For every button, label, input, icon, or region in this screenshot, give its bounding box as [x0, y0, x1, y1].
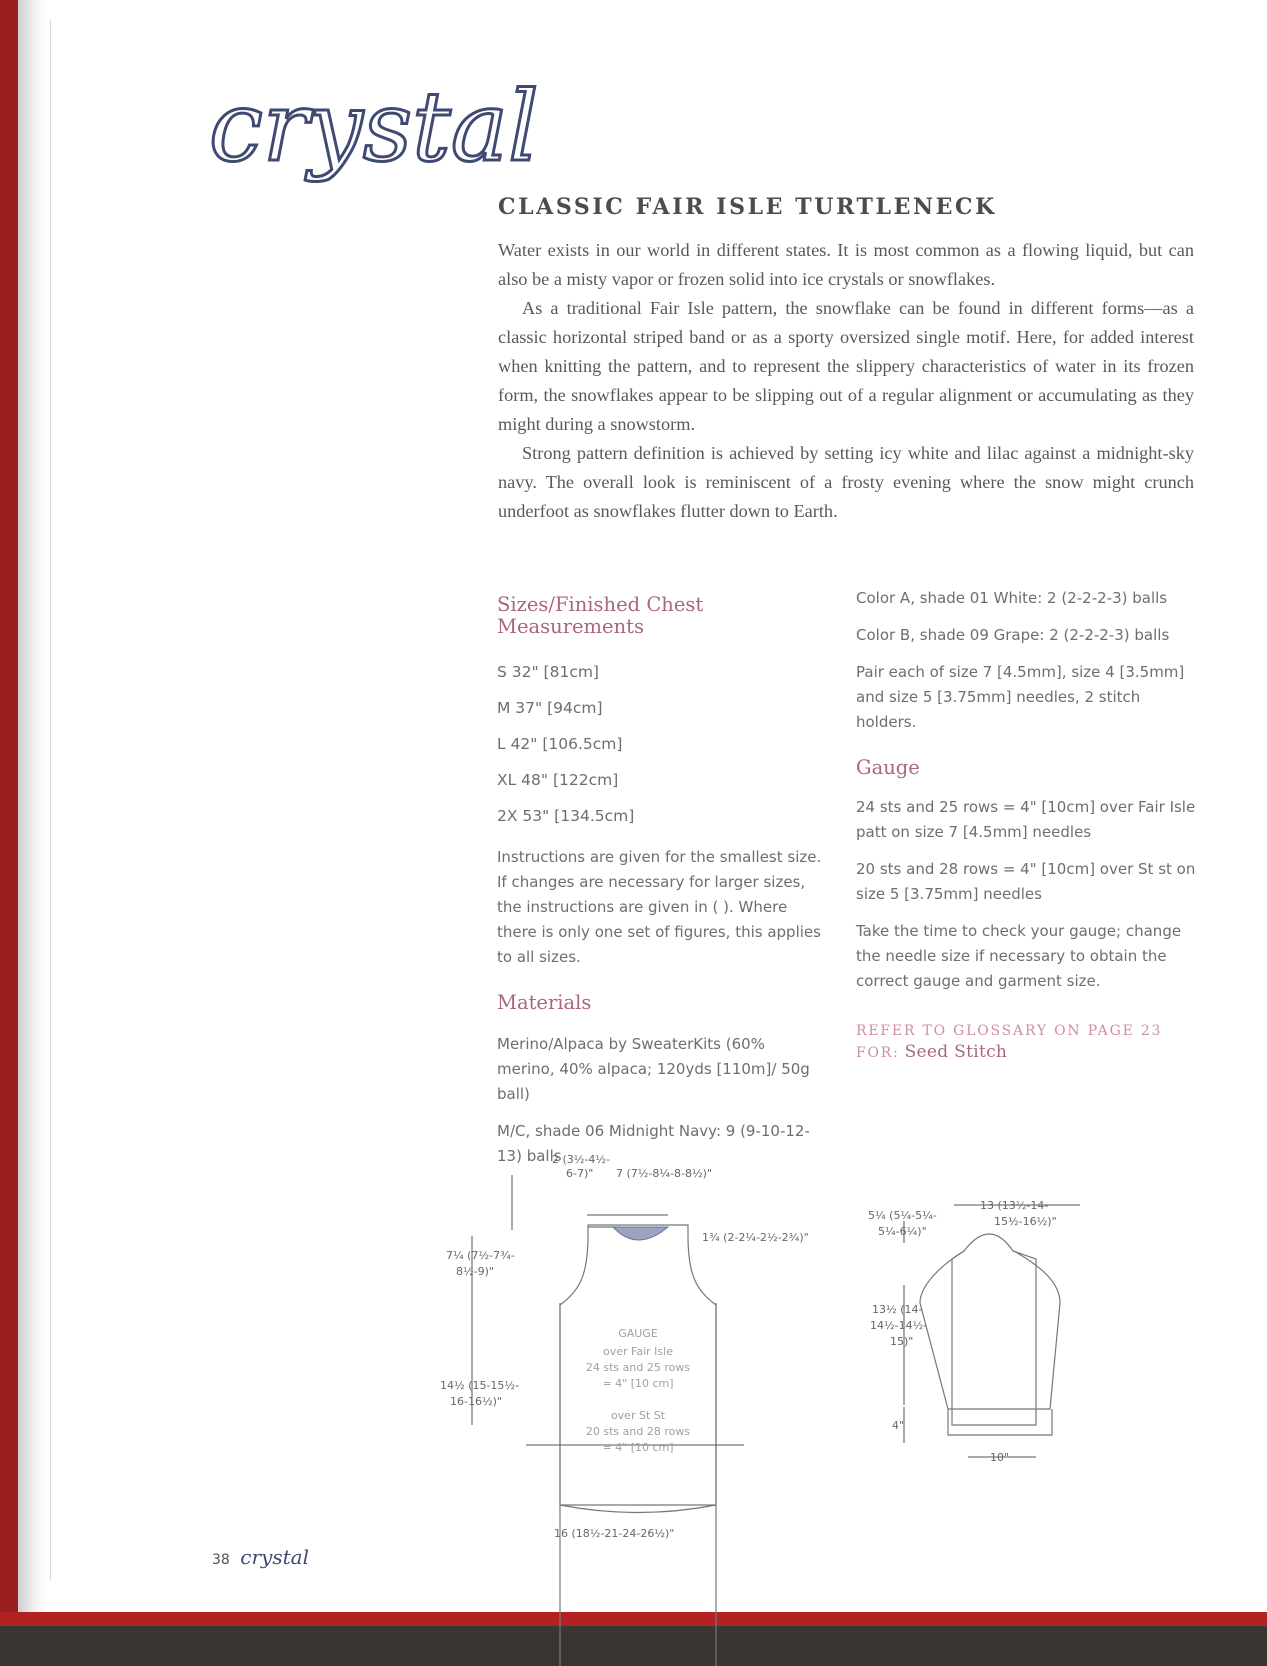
neck-depth-label: 1¾ (2-2¼-2½-2¾)"	[702, 1231, 809, 1244]
sleeve-length-label: 15)"	[890, 1335, 914, 1348]
sizes-heading: Sizes/Finished Chest Measurements	[497, 593, 704, 638]
size-item: L 42" [106.5cm]	[497, 735, 623, 753]
glossary-link-seed-stitch[interactable]: Seed Stitch	[904, 1042, 1008, 1062]
intro-paragraph: Water exists in our world in different states. It is most common as a flowing liquid, but can also be a misty vapor or frozen solid into ice crystals or snowflakes.	[498, 240, 1194, 289]
sleeve-length-label: 13½ (14-	[872, 1303, 923, 1316]
intro-paragraph: As a traditional Fair Isle pattern, the snowflake can be found in different forms—as a classic horizontal striped band or as a sporty oversized single motif. Here, for added interest when knitting the pattern, and to represent the slippery characteristics of water in its frozen form, the snowflakes appear to be slipping out of a regular alignment or accumulating as they might during a snowstorm.	[498, 298, 1194, 434]
scan-background	[0, 1626, 1267, 1666]
size-item: M 37" [94cm]	[497, 699, 603, 717]
page-title: CLASSIC FAIR ISLE TURTLENECK	[498, 194, 997, 220]
gauge-box-line: 24 sts and 25 rows	[585, 1361, 691, 1374]
cuff-length-label: 4"	[892, 1419, 905, 1432]
sleeve-top-label: 13 (13½-14-	[980, 1199, 1049, 1212]
brand-script-logo	[205, 52, 539, 227]
bottom-page-edge	[0, 1612, 1267, 1626]
cuff-width-label: 10"	[990, 1451, 1010, 1464]
brand-title	[205, 52, 539, 227]
gauge-heading: Gauge	[856, 756, 920, 779]
gutter-line	[50, 20, 51, 1580]
gauge-st-st: 20 sts and 28 rows = 4" [10cm] over St st on size 5 [3.75mm] needles	[856, 860, 1196, 903]
footer-brand: crystal	[240, 1545, 309, 1569]
intro-text	[498, 236, 1194, 526]
sleeve-outline	[952, 1234, 1036, 1425]
gauge-box-line: = 4" [10 cm]	[602, 1441, 674, 1454]
yarn-description: Merino/Alpaca by SweaterKits (60% merino, 40% alpaca; 120yds [110m]/ 50g ball)	[497, 1035, 810, 1103]
gauge-fair-isle: 24 sts and 25 rows = 4" [10cm] over Fair Isle patt on size 7 [4.5mm] needles	[856, 798, 1196, 841]
neckline-shaded	[613, 1227, 668, 1240]
sleeve-schematic	[860, 1195, 1120, 1495]
brand-word: crystal	[209, 71, 539, 183]
page-gutter-shadow	[18, 0, 48, 1612]
book-binding	[0, 0, 18, 1612]
shoulder-label: 6-7)"	[566, 1167, 594, 1180]
gauge-note: Take the time to check your gauge; change the needle size if necessary to obtain the correct gauge and garment size.	[856, 922, 1182, 990]
page-number: 38	[212, 1552, 230, 1568]
left-column	[497, 594, 827, 1169]
sleeve-top-label: 15½-16½)"	[994, 1215, 1057, 1228]
size-item: XL 48" [122cm]	[497, 771, 619, 789]
gauge-box-line: over Fair Isle	[603, 1345, 673, 1358]
glossary-label: REFER TO GLOSSARY ON PAGE 23	[856, 1023, 1163, 1039]
width-label: 16 (18½-21-24-26½)"	[554, 1527, 675, 1540]
sizes-list	[497, 660, 827, 829]
page-footer	[212, 1545, 309, 1569]
side-length-label: 14½ (15-15½-	[440, 1379, 520, 1392]
sleeve-cap	[920, 1251, 1060, 1409]
gauge-box-title: GAUGE	[618, 1327, 658, 1340]
glossary-reference	[856, 1020, 1196, 1064]
sleeve-schematic-drawing	[860, 1195, 1120, 1495]
materials-heading: Materials	[497, 991, 592, 1014]
gauge-box-line: = 4" [10 cm]	[602, 1377, 674, 1390]
size-item: 2X 53" [134.5cm]	[497, 807, 635, 825]
color-b-amount: Color B, shade 09 Grape: 2 (2-2-2-3) balls	[856, 626, 1170, 644]
shoulder-label: 2 (3½-4½-	[552, 1153, 611, 1166]
body-schematic	[440, 1153, 840, 1545]
glossary-line	[856, 1042, 1196, 1064]
main-color-amount: M/C, shade 06 Midnight Navy: 9 (9-10-12-13) balls	[497, 1122, 810, 1165]
glossary-label-for: FOR:	[856, 1045, 900, 1061]
intro-paragraph: Strong pattern definition is achieved by setting icy white and lilac against a midnight-sky navy. The overall look is reminiscent of a frosty evening where the snow might crunch underfoot as snowflakes flutter down to Earth.	[498, 443, 1194, 521]
side-length-label: 16-16½)"	[450, 1395, 502, 1408]
color-a-amount: Color A, shade 01 White: 2 (2-2-2-3) balls	[856, 589, 1168, 607]
size-item: S 32" [81cm]	[497, 663, 599, 681]
right-column	[856, 589, 1196, 1064]
needles-list: Pair each of size 7 [4.5mm], size 4 [3.5mm] and size 5 [3.75mm] needles, 2 stitch holders.	[856, 663, 1185, 731]
sleeve-length-label: 14½-14½-	[870, 1319, 928, 1332]
body-hem	[560, 1505, 716, 1513]
body-schematic-drawing	[440, 1153, 840, 1545]
armhole-depth-label: 7¼ (7½-7¾-	[446, 1249, 515, 1262]
gauge-box-line: 20 sts and 28 rows	[585, 1425, 691, 1438]
sizes-note: Instructions are given for the smallest size. If changes are necessary for larger sizes, the instructions are given in ( ). Where there is only one set of figures, this applies to all sizes.	[497, 848, 822, 966]
neck-width-label: 7 (7½-8¼-8-8½)"	[616, 1167, 713, 1180]
cap-depth-label: 5¼ (5¼-5¼-	[868, 1209, 937, 1222]
armhole-depth-label: 8½-9)"	[456, 1265, 494, 1278]
cap-depth-label: 5¼-6¼)"	[878, 1225, 927, 1238]
gauge-box-line: over St St	[610, 1409, 666, 1422]
